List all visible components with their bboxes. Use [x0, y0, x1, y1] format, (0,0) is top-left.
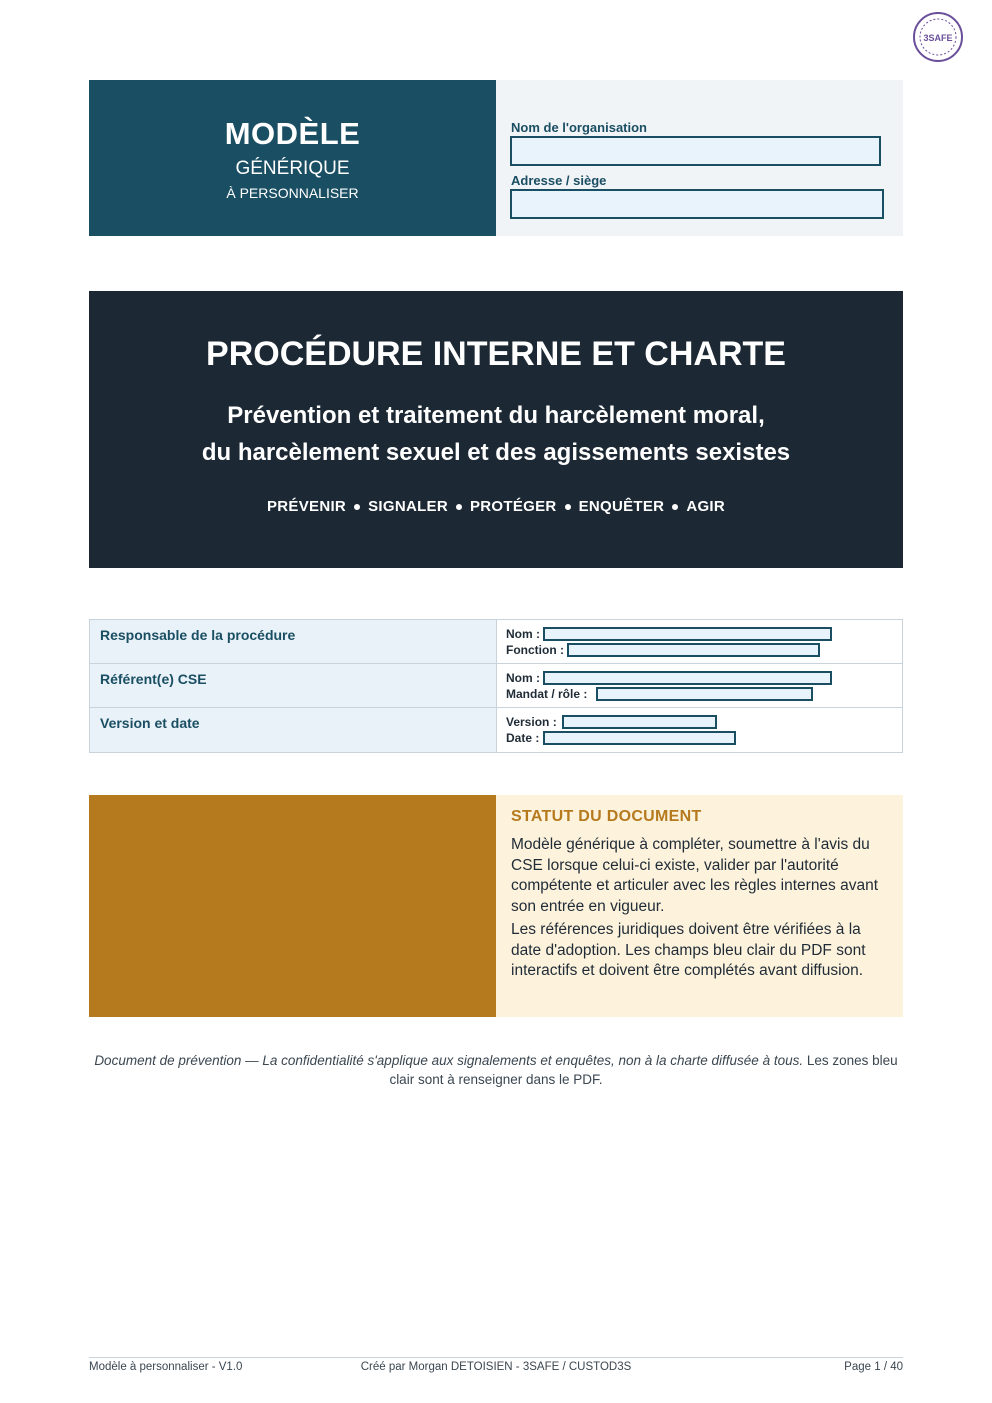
address-field[interactable]: [510, 189, 884, 219]
model-subtitle-secondary: À PERSONNALISER: [226, 185, 359, 201]
responsibility-table: [89, 619, 903, 753]
tag-proteger: PROTÉGER: [469, 498, 557, 515]
responsible-function-field[interactable]: [567, 643, 820, 657]
tag-prevenir: PRÉVENIR: [266, 498, 347, 515]
field-label: Mandat / rôle :: [506, 687, 588, 701]
bullet-separator: [672, 504, 678, 510]
action-tags: [89, 498, 903, 515]
field-label: Nom :: [506, 627, 540, 641]
organisation-panel: [496, 80, 903, 236]
note-italic: Document de prévention — La confidentialité s'applique aux signalements et enquêtes, non à la charte diffusée à tous.: [94, 1053, 804, 1068]
status-accent-block: [89, 795, 496, 1017]
org-name-field[interactable]: [510, 136, 881, 166]
footer-page-number: Page 1 / 40: [844, 1361, 903, 1373]
model-header-box: [89, 80, 496, 236]
address-label: Adresse / siège: [511, 173, 607, 188]
org-name-label: Nom de l'organisation: [511, 120, 647, 135]
status-paragraph-1: Modèle générique à compléter, soumettre à l'avis du CSE lorsque celui-ci existe, valider par l'autorité compétente et articuler avec les règles internes avant son entrée en vigueur.: [511, 836, 879, 915]
bullet-separator: [354, 504, 360, 510]
cse-referent-name-field[interactable]: [543, 671, 832, 685]
footer-divider: [89, 1357, 903, 1358]
row-label-cell: [90, 708, 497, 752]
field-label: Nom :: [506, 671, 540, 685]
version-field[interactable]: [562, 715, 717, 729]
row-label-cell: [90, 620, 497, 663]
footer-center: Créé par Morgan DETOISIEN - 3SAFE / CUSTOD3S: [360, 1361, 632, 1373]
note-normal: Les zones bleu clair sont à renseigner dans le PDF.: [389, 1053, 898, 1087]
bullet-separator: [456, 504, 462, 510]
table-row: [90, 664, 902, 708]
footer-left: Modèle à personnaliser - V1.0: [89, 1361, 243, 1373]
document-status-panel: [496, 795, 903, 1017]
row-label: Responsable de la procédure: [100, 627, 296, 643]
row-label: Version et date: [100, 715, 200, 731]
svg-text:3SAFE: 3SAFE: [923, 33, 953, 43]
tag-agir: AGIR: [686, 498, 726, 515]
field-label: Date :: [506, 731, 540, 745]
model-title: MODÈLE: [224, 116, 361, 151]
stamp-seal: [912, 11, 964, 63]
tag-enqueter: ENQUÊTER: [578, 498, 665, 515]
table-row: [90, 620, 902, 664]
table-row: [90, 708, 902, 752]
title-banner: [89, 291, 903, 568]
document-title: PROCÉDURE INTERNE ET CHARTE: [206, 335, 786, 373]
cse-referent-role-field[interactable]: [596, 687, 813, 701]
row-label: Référent(e) CSE: [100, 671, 207, 687]
status-paragraph-2: Les références juridiques doivent être vérifiées à la date d'adoption. Les champs bleu clair du PDF sont interactifs et doivent être complétés avant diffusion.: [511, 921, 866, 979]
document-subtitle-line-1: Prévention et traitement du harcèlement moral,: [227, 402, 765, 429]
bullet-separator: [565, 504, 571, 510]
document-subtitle: [89, 397, 903, 471]
tag-signaler: SIGNALER: [368, 498, 448, 515]
document-subtitle-line-2: du harcèlement sexuel et des agissements sexistes: [201, 439, 791, 466]
status-title: STATUT DU DOCUMENT: [511, 808, 702, 825]
field-label: Version :: [506, 715, 557, 729]
responsible-name-field[interactable]: [543, 627, 832, 641]
row-label-cell: [90, 664, 497, 707]
date-field[interactable]: [543, 731, 736, 745]
field-label: Fonction :: [506, 643, 564, 657]
model-subtitle: GÉNÉRIQUE: [235, 158, 350, 179]
confidentiality-note: [89, 1051, 903, 1089]
